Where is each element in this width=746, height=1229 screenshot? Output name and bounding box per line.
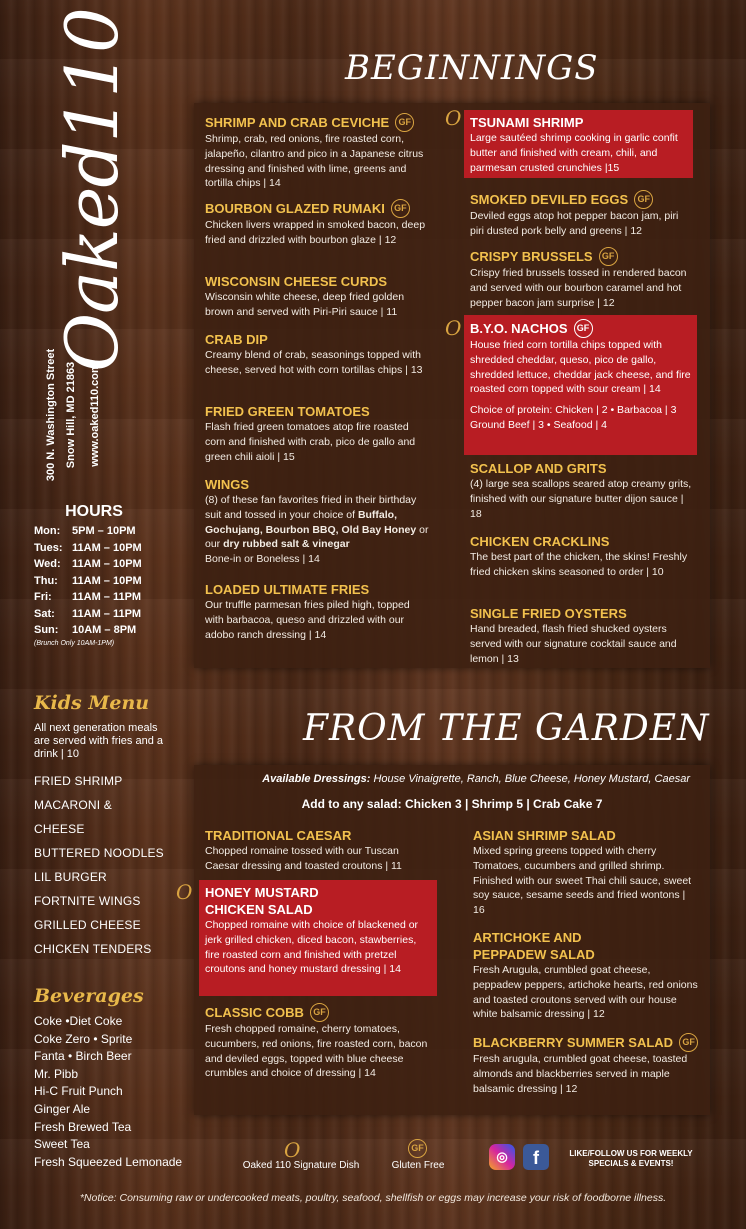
signature-dish-icon: O: [445, 316, 462, 340]
list-item: Coke Zero • Sprite: [34, 1031, 133, 1046]
menu-item-featured: [464, 110, 693, 178]
menu-item: [205, 331, 430, 378]
item-desc: Hand breaded, flash fried shucked oysters served with our signature cocktail sauce and lemon | 13: [470, 623, 677, 665]
item-desc: (8) of these fan favorites fried in their birthday suit and tossed in your choice of: [205, 494, 417, 521]
time: 11AM – 11PM: [72, 607, 142, 620]
legend-gluten-free-label: Gluten Free: [391, 1160, 445, 1171]
list-item: Coke •Diet Coke: [34, 1014, 123, 1028]
item-desc: Creamy blend of crab, seasonings topped with cheese, served hot with corn tortillas chips | 13: [205, 349, 423, 376]
item-desc: House fried corn tortilla chips topped with shredded cheddar, queso, pico de gallo, shredded lettuce, cheddar jack cheese, and fire roasted corn topped with sour cream | 14: [470, 339, 691, 396]
item-name: SINGLE FRIED OYSTERS: [470, 606, 627, 621]
menu-item: [470, 605, 695, 666]
menu-item-featured: [464, 315, 697, 455]
kids-menu: [34, 692, 164, 961]
item-name: TRADITIONAL CAESAR: [205, 828, 352, 843]
address-street: 300 N. Washington Street: [45, 348, 58, 482]
item-desc: Chopped romaine tossed with our Tuscan Caesar dressing and toasted croutons | 11: [205, 845, 402, 872]
item-name: LOADED ULTIMATE FRIES: [205, 582, 370, 597]
legend-signature: [242, 1138, 360, 1171]
social-icons: [489, 1144, 549, 1170]
item-desc: Chicken livers wrapped in smoked bacon, deep fried and drizzled with bourbon glaze | 12: [205, 219, 426, 246]
item-desc: Shrimp, crab, red onions, fire roasted corn, jalapeño, cilantro and pico in a Japanese citrus dressing and finished with lime, greens and tortilla chips | 14: [205, 133, 424, 190]
day: Wed:: [34, 558, 61, 570]
salad-addons: Add to any salad: Chicken 3 | Shrimp 5 | Crab Cake 7: [301, 797, 603, 811]
menu-item: [470, 247, 695, 310]
address-block: [40, 340, 130, 490]
gluten-free-icon: GF: [408, 1139, 427, 1158]
list-item: FORTNITE WINGS: [34, 894, 141, 908]
beginnings-title: BEGINNINGS: [345, 48, 599, 88]
time: 11AM – 10PM: [72, 574, 142, 587]
item-desc-mid: or our: [205, 523, 429, 551]
item-name: WINGS: [205, 477, 250, 492]
item-name: CRISPY BRUSSELS: [470, 249, 593, 264]
item-name: SMOKED DEVILED EGGS: [470, 192, 629, 207]
item-name: SCALLOP AND GRITS: [470, 461, 607, 476]
item-name: BLACKBERRY SUMMER SALAD: [473, 1035, 674, 1050]
item-name: TSUNAMI SHRIMP: [470, 115, 584, 130]
hours-row: [34, 573, 154, 590]
item-desc: Wisconsin white cheese, deep fried golden brown and served with Piri-Piri sauce | 11: [205, 291, 405, 318]
list-item: Fresh Brewed Tea: [34, 1119, 132, 1134]
item-desc: Chopped romaine with choice of blackened or jerk grilled chicken, diced bacon, stawberries, fire roasted corn and finished with pretzel croutons and honey mustard dressing | 14: [205, 919, 419, 976]
facebook-icon[interactable]: f: [523, 1144, 549, 1170]
dressings-line: [194, 773, 710, 785]
list-item: Hi-C Fruit Punch: [34, 1084, 123, 1099]
item-name: ASIAN SHRIMP SALAD: [473, 828, 616, 843]
item-name: HONEY MUSTARD CHICKEN SALAD: [205, 885, 319, 917]
list-item: CHICKEN TENDERS: [34, 942, 152, 956]
day: Sun:: [34, 624, 59, 636]
hours-row: [34, 589, 154, 606]
list-item: Fanta • Birch Beer: [34, 1049, 132, 1064]
beverages-title: Beverages: [34, 985, 144, 1007]
day: Mon:: [34, 525, 61, 537]
time: 11AM – 10PM: [72, 558, 142, 570]
menu-item: [205, 581, 430, 642]
item-name: ARTICHOKE AND PEPPADEW SALAD: [473, 930, 595, 962]
item-name: CHICKEN CRACKLINS: [470, 534, 610, 549]
dressings-label: Available Dressings:: [262, 773, 371, 785]
menu-item: [205, 113, 430, 191]
hours-row: [34, 622, 154, 639]
menu-item: [473, 929, 698, 1022]
hours-row: [34, 556, 154, 573]
signature-dish-icon: O: [176, 880, 193, 904]
item-name: WISCONSIN CHEESE CURDS: [205, 274, 388, 289]
menu-item: [470, 460, 695, 521]
day: Tues:: [34, 541, 63, 554]
brand-logo-area: [22, 8, 162, 372]
list-item: Fresh Squeezed Lemonade: [34, 1154, 183, 1169]
item-desc-bold: dry rubbed salt & vinegar: [223, 538, 350, 551]
legend-gluten-free: [391, 1138, 445, 1171]
item-desc-end: Bone-in or Boneless | 14: [205, 553, 320, 566]
website-link[interactable]: www.oaked110.com: [89, 363, 101, 467]
day: Sat:: [34, 607, 55, 620]
menu-item: [205, 1003, 430, 1081]
hours-section: [34, 503, 154, 647]
item-desc: Mixed spring greens topped with cherry Tomatoes, cucumbers and grilled shrimp. Finished with our sweet Thai chili sauce, sweet soy sauce, sesame seeds and fried wontons | 16: [473, 845, 692, 917]
menu-item: [205, 476, 430, 567]
gluten-free-icon: GF: [310, 1003, 329, 1022]
gluten-free-icon: GF: [599, 247, 618, 266]
item-desc: (4) large sea scallops seared atop creamy grits, finished with our signature butter dijon sauce | 18: [470, 478, 692, 520]
kids-menu-title: Kids Menu: [34, 692, 150, 714]
item-name: CRAB DIP: [205, 332, 268, 347]
item-name: CLASSIC COBB: [205, 1005, 304, 1020]
dressings-list: House Vinaigrette, Ranch, Blue Cheese, Honey Mustard, Caesar: [373, 773, 690, 785]
social-follow-text: LIKE/FOLLOW US FOR WEEKLY SPECIALS & EVENTS!: [569, 1149, 693, 1168]
gluten-free-icon: GF: [395, 113, 414, 132]
menu-item: [470, 190, 695, 239]
signature-dish-icon: O: [284, 1138, 301, 1162]
item-name: BOURBON GLAZED RUMAKI: [205, 201, 385, 216]
menu-item: [205, 199, 430, 248]
list-item: FRIED SHRIMP: [34, 774, 123, 788]
item-protein-options: Choice of protein: Chicken | 2 • Barbacoa | 3 Ground Beef | 3 • Seafood | 4: [470, 404, 677, 431]
menu-item-featured: [199, 880, 437, 996]
garden-title: FROM THE GARDEN: [303, 708, 710, 749]
legend-signature-label: Oaked 110 Signature Dish: [242, 1160, 360, 1171]
menu-item: [205, 827, 430, 874]
item-desc: Our truffle parmesan fries piled high, topped with barbacoa, queso and drizzled with our adobo ranch dressing | 14: [205, 599, 410, 641]
item-desc: The best part of the chicken, the skins! Freshly fried chicken skins seasoned to order | 10: [470, 551, 688, 578]
item-name: SHRIMP AND CRAB CEVICHE: [205, 115, 390, 130]
day: Fri:: [34, 591, 52, 603]
hours-row: [34, 606, 154, 623]
beverages-menu: [34, 985, 184, 1171]
time: 5PM – 10PM: [72, 525, 136, 537]
menu-item: [205, 273, 430, 320]
time: 11AM – 11PM: [72, 591, 142, 603]
item-desc-bold: Buffalo, Gochujang, Bourbon BBQ, Old Bay Honey: [205, 508, 417, 536]
list-item: BUTTERED NOODLES: [34, 846, 164, 860]
menu-item: [205, 403, 430, 464]
brunch-note: (Brunch Only 10AM-1PM): [34, 639, 115, 647]
menu-item: [470, 533, 695, 580]
hours-row: [34, 540, 154, 557]
food-safety-notice: *Notice: Consuming raw or undercooked meats, poultry, seafood, shellfish or eggs may increase your risk of foodborne illness.: [79, 1192, 667, 1204]
menu-item: [473, 827, 698, 918]
logo-text: Oaked110: [50, 8, 134, 372]
kids-menu-intro: All next generation meals are served with fries and a drink | 10: [34, 722, 164, 760]
time: 11AM – 10PM: [72, 541, 142, 554]
gluten-free-icon: GF: [391, 199, 410, 218]
hours-row: [34, 523, 154, 540]
oaked110-logo: [32, 8, 152, 372]
item-desc: Deviled eggs atop hot pepper bacon jam, piri piri dusted pork belly and greens | 12: [470, 210, 679, 237]
gluten-free-icon: GF: [679, 1033, 698, 1052]
signature-dish-icon: O: [445, 106, 462, 130]
list-item: MACARONI & CHEESE: [34, 798, 113, 836]
menu-item: [473, 1033, 703, 1096]
item-name: FRIED GREEN TOMATOES: [205, 404, 370, 419]
list-item: LIL BURGER: [34, 870, 107, 884]
item-desc: Fresh chopped romaine, cherry tomatoes, cucumbers, red onions, fire roasted corn, bacon and deviled eggs, topped with blue cheese crumbles and choice of dressing | 14: [205, 1023, 428, 1080]
day: Thu:: [34, 574, 58, 587]
item-desc: Large sautéed shrimp cooking in garlic confit butter and finished with cream, chili, and parmesan crusted crunchies |15: [470, 132, 678, 174]
item-desc: Fresh arugula, crumbled goat cheese, toasted almonds and blackberries served in maple balsamic dressing | 12: [473, 1053, 688, 1095]
time: 10AM – 8PM: [72, 624, 137, 636]
hours-title: HOURS: [65, 503, 123, 520]
address-city: Snow Hill, MD 21863: [65, 361, 77, 469]
item-name: B.Y.O. NACHOS: [470, 321, 568, 336]
item-desc: Fresh Arugula, crumbled goat cheese, peppadew peppers, artichoke hearts, red onions and toasted croutons served with our house white balsamic dressing | 12: [473, 964, 698, 1021]
instagram-icon[interactable]: ◎: [489, 1144, 515, 1170]
gluten-free-icon: GF: [634, 190, 653, 209]
list-item: Mr. Pibb: [34, 1066, 79, 1081]
list-item: GRILLED CHEESE: [34, 918, 141, 932]
gluten-free-icon: GF: [574, 319, 593, 338]
list-item: Sweet Tea: [34, 1137, 90, 1152]
list-item: Ginger Ale: [34, 1101, 91, 1116]
item-desc: Crispy fried brussels tossed in rendered bacon and served with our bourbon caramel and hot pepper bacon jam surprise | 12: [470, 267, 687, 309]
item-desc: Flash fried green tomatoes atop fire roasted corn and finished with crab, pico de gallo and green chili aioli | 15: [205, 421, 416, 463]
